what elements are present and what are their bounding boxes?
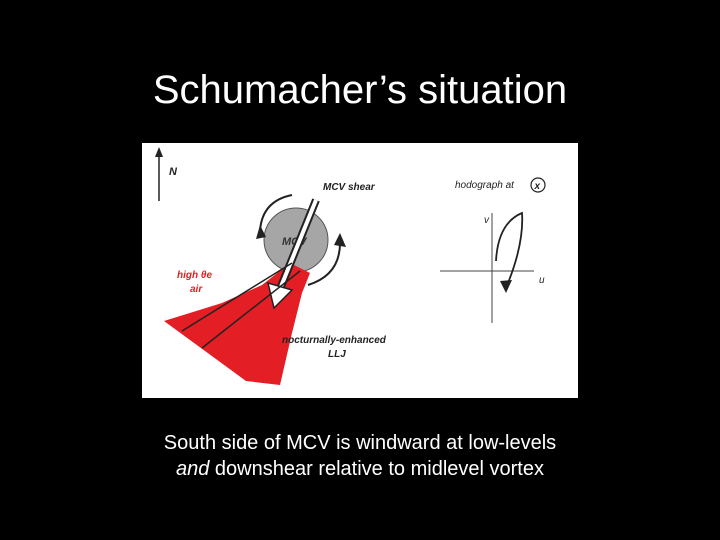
v-axis-label: v	[484, 215, 489, 226]
mcv-label: MCV	[282, 236, 307, 248]
rotation-arrowhead-lower	[334, 233, 346, 247]
caption-line-1: South side of MCV is windward at low-levels	[163, 432, 557, 454]
high-theta-e-air-label: air	[190, 284, 203, 295]
caption-line-2-rest: downshear relative to midlevel vortex	[209, 458, 544, 480]
hodograph-label: hodograph at	[455, 180, 514, 191]
slide-title: Schumacher’s situation	[152, 68, 568, 112]
schematic-figure	[142, 143, 578, 398]
hodograph-marker-label: x	[534, 181, 541, 192]
hodograph-curve	[496, 213, 522, 283]
llj-label-line1: nocturnally-enhanced	[282, 335, 386, 346]
caption-line-2	[0, 456, 720, 482]
u-axis-label: u	[539, 275, 545, 286]
high-theta-e-label: high θe	[177, 270, 213, 281]
caption-emphasis: and	[176, 458, 210, 480]
north-label: N	[169, 166, 177, 178]
mcv-shear-label: MCV shear	[323, 182, 375, 193]
hodograph-curve-arrowhead	[500, 280, 512, 293]
slide-caption	[0, 430, 720, 482]
north-arrow-head	[155, 147, 163, 157]
north-arrow	[155, 147, 178, 201]
llj-label-line2: LLJ	[328, 349, 346, 360]
hodograph-inset	[440, 178, 545, 323]
schematic-svg	[142, 143, 578, 398]
